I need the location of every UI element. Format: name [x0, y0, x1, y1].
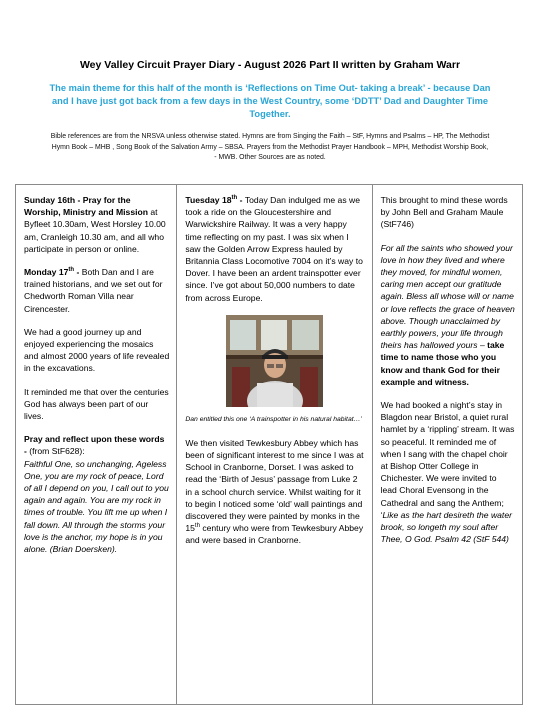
tewkesbury-sup: th [194, 523, 200, 530]
column-left [16, 185, 177, 704]
sunday-heading: Sunday 16th - Pray for the Worship, Ministry and Mission [24, 195, 148, 218]
tuesday-dash: - [237, 195, 245, 205]
tuesday-heading: Tuesday 18 [185, 195, 232, 205]
pray-heading: Pray and reflect upon these words - [24, 434, 165, 457]
tuesday-entry [185, 194, 364, 304]
saints-dash: – [477, 340, 488, 351]
tuesday-sup: th [231, 195, 238, 202]
pray-source: (from StF628): [26, 446, 85, 457]
intro-paragraph: This brought to mind these words by John Bell and Graham Maule (StF746) [380, 195, 508, 230]
anthem-text: Like as the hart desireth the water brook, so longeth my soul after Thee, O God. Psalm 42 (StF 544) [380, 509, 512, 545]
tuesday-text: Today Dan indulged me as we took a ride on the Gloucestershire and Warwickshire Railway. It was a very happy time reflecting on my past. I was six when I saw the Golden Arrow Express hauled by Britannia Class Locomotive 7004 on it’s way to Dover. I have been an ardent trainspotter ever since. I’ve got about 50,000 numbers to date from across Europe. [185, 195, 363, 303]
sunday-entry [24, 194, 169, 255]
blagdon-text: We had booked a night’s stay in Blagdon near Bristol, a quiet rural hamlet by a ‘rippling’ stream. It was so peaceful. It reminded me of when I sang with the chapel choir at Bishop Otter College in Chichester. We were invited to lead Choral Evensong in the Cathedral and sang the Anthem; ‘ [380, 400, 515, 520]
saints-text: For all the saints who showed your love in how they lived and where they moved, for mindful women, caring men accept our gratitude again. Bless all whose will or name or love reflects the grace of heaven above. Though unacclaimed by earthly powers, your life through theirs has hallowed yours [380, 242, 515, 351]
blagdon-paragraph [381, 399, 515, 545]
tewkesbury-paragraph [185, 437, 364, 547]
monday-dash: - [74, 267, 82, 278]
column-middle [177, 185, 372, 704]
monday-sup: th [68, 267, 75, 274]
diary-columns [15, 184, 523, 705]
monday-heading: Monday 17 [24, 267, 69, 278]
trainspotter-photo [226, 315, 323, 407]
journey-paragraph: We had a good journey up and enjoyed experiencing the mosaics and almost 2000 years of life revealed in the excavations. [24, 326, 170, 374]
tewkesbury-text-b: century who were from Tewkesbury Abbey and were based in Cranborne. [185, 523, 364, 546]
tewkesbury-text-a: We then visited Tewkesbury Abbey which has been of significant interest to me since I was at School in Cranborne, Dorset. I was asked to read the ‘Birth of Jesus’ passage from Luke 2 in a school church service. Whilst waiting for it to begin I noticed some ‘old’ wall paintings and discovered they were painted by monks in the 15 [185, 437, 364, 534]
hymn-text: Faithful One, so unchanging, Ageless One, you are my rock of peace, Lord of all I depend on you, I call out to you again and again. You are my rock in times of trouble. You lift me up when I fall down. All through the storms your love is the anchor, my hope is in you alone. (Brian Doersken). [24, 458, 169, 555]
monday-text: Both Dan and I are trained historians, and we set out for Chedworth Roman Villa near Cirencester. [24, 267, 163, 314]
reminded-paragraph: It reminded me that over the centuries God has always been part of our lives. [24, 386, 169, 422]
pray-heading-line [24, 433, 169, 457]
take-time-text: take time to name those who you know and thank God for their example and witness. [380, 340, 505, 387]
photo-caption: Dan entitled this one ‘A trainspotter in his natural habitat…’ [185, 415, 362, 423]
monday-entry [24, 266, 169, 315]
saints-paragraph [381, 242, 515, 388]
sunday-text: at Byfleet 10.30am, West Horsley 10.00 am, Cranleigh 10.30 am, and all who participate in person or online. [24, 207, 166, 254]
references-note: Bible references are from the NRSVA unless otherwise stated. Hymns are from Singing the Faith – StF, Hymns and Psalms – HP, The Methodist Hymn Book – MHB , Song Book of the Salvation Army – SBSA. Prayers from the Methodist Prayer Handbook – MPH, Methodist Worship Book, - MWB. Other Sources are as noted. [50, 133, 490, 161]
theme-statement: The main theme for this half of the month is ‘Reflections on Time Out- taking a break’ - because Dan and I have just got back from a few days in the West Country, some ‘DDTT’ Dad and Daughter Time Together. [49, 83, 491, 119]
page-title: Wey Valley Circuit Prayer Diary - August 2026 Part II written by Graham Warr [79, 59, 461, 71]
column-right [373, 185, 522, 704]
